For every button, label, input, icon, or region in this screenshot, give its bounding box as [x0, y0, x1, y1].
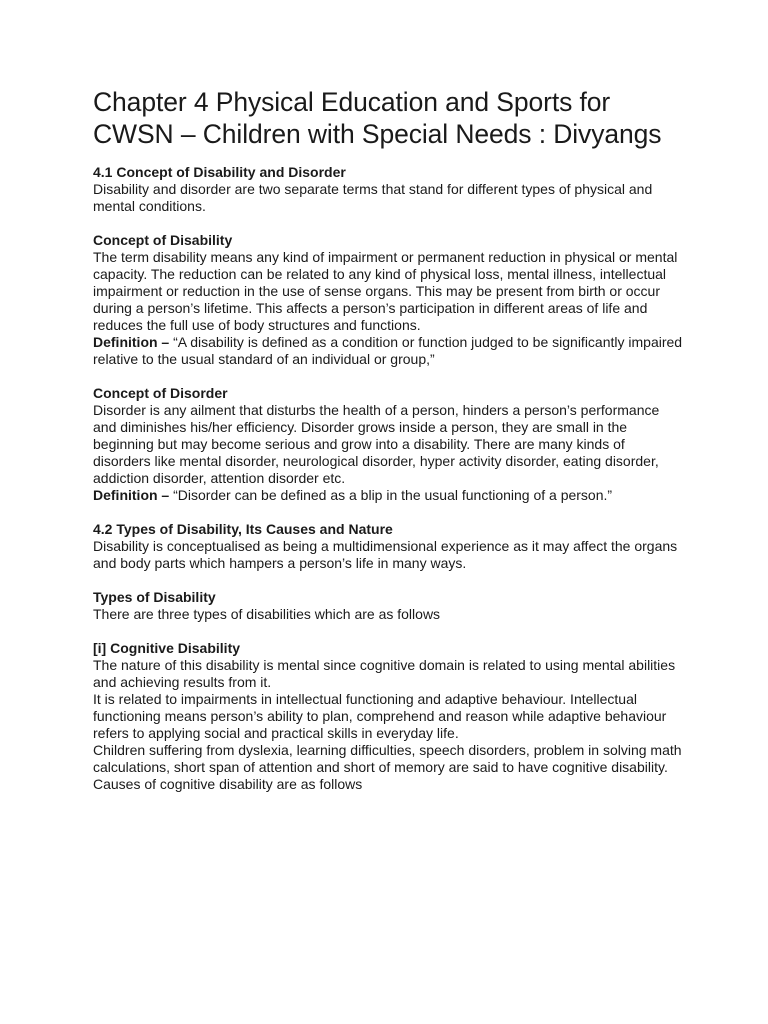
disorder-definition	[93, 487, 685, 504]
definition-label: Definition –	[93, 334, 170, 350]
section-4-2	[93, 521, 685, 572]
definition-text: “Disorder can be defined as a blip in the usual functioning of a person.”	[169, 487, 613, 503]
concept-of-disability-text: The term disability means any kind of impairment or permanent reduction in physical or mental capacity. The reduction can be related to any kind of physical loss, mental illness, intellectual impairment or reduction in the use of sense organs. This may be present from birth or occur during a person’s lifetime. This affects a person’s participation in different areas of life and reduces the full use of body structures and functions.	[93, 249, 678, 333]
types-of-disability-text: There are three types of disabilities which are as follows	[93, 606, 441, 622]
cognitive-paragraph-2: It is related to impairments in intellectual functioning and adaptive behaviour. Intellectual functioning means person’s ability to plan, comprehend and reason while adaptive behaviour refers to applying social and practical skills in everyday life.	[93, 691, 667, 741]
section-4-2-text: Disability is conceptualised as being a multidimensional experience as it may affect the organs and body parts which hampers a person’s life in many ways.	[93, 538, 678, 571]
types-of-disability-heading: Types of Disability	[93, 589, 216, 605]
disability-definition	[93, 334, 685, 368]
concept-of-disorder-heading: Concept of Disorder	[93, 385, 228, 401]
concept-of-disorder-section	[93, 385, 685, 504]
page-title: Chapter 4 Physical Education and Sports for CWSN – Children with Special Needs : Divyangs	[93, 87, 662, 149]
cognitive-paragraph-4: Causes of cognitive disability are as follows	[93, 776, 363, 792]
types-of-disability-section	[93, 589, 685, 623]
concept-of-disorder-text: Disorder is any ailment that disturbs the health of a person, hinders a person’s performance and diminishes his/her efficiency. Disorder grows inside a person, they are small in the beginning but may become serious and grow into a disability. There are many kinds of disorders like mental disorder, neurological disorder, hyper activity disorder, eating disorder, addiction disorder, attention disorder etc.	[93, 402, 660, 486]
document-page	[93, 86, 685, 793]
cognitive-disability-heading: [i] Cognitive Disability	[93, 640, 241, 656]
definition-label: Definition –	[93, 487, 170, 503]
concept-of-disability-heading: Concept of Disability	[93, 232, 233, 248]
definition-text: “A disability is defined as a condition or function judged to be significantly impaired relative to the usual standard of an individual or group,”	[93, 334, 683, 367]
cognitive-paragraph-1: The nature of this disability is mental since cognitive domain is related to using mental abilities and achieving results from it.	[93, 657, 676, 690]
cognitive-paragraph-3: Children suffering from dyslexia, learning difficulties, speech disorders, problem in solving math calculations, short span of attention and short of memory are said to have cognitive disability.	[93, 742, 682, 775]
section-4-2-heading: 4.2 Types of Disability, Its Causes and Nature	[93, 521, 393, 537]
concept-of-disability-section	[93, 232, 685, 368]
section-4-1	[93, 164, 685, 215]
section-4-1-heading: 4.1 Concept of Disability and Disorder	[93, 164, 346, 180]
section-4-1-text: Disability and disorder are two separate terms that stand for different types of physical and mental conditions.	[93, 181, 653, 214]
cognitive-disability-section	[93, 640, 685, 793]
